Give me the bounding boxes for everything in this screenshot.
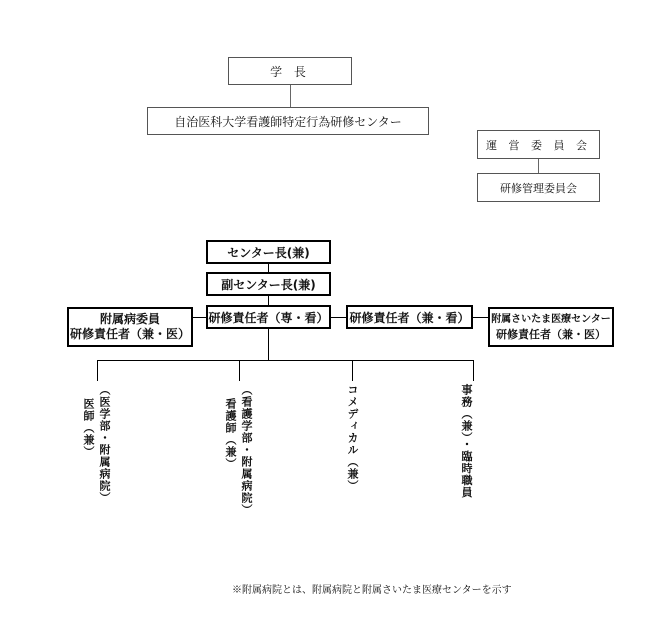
saitama-center-line2: 研修責任者（兼・医） xyxy=(495,328,606,341)
deputy-director-label: 副センター長(兼) xyxy=(221,277,316,292)
center-director-label: センター長(兼) xyxy=(227,245,310,260)
drop-comedical xyxy=(352,360,353,381)
footnote: ※附属病院とは、附属病院と附属さいたま医療センターを示す xyxy=(232,585,512,596)
drop-doctors xyxy=(97,360,98,381)
connector-chief-chief xyxy=(331,317,346,318)
connector-chief-staff xyxy=(268,329,269,360)
connector-president-center xyxy=(290,85,291,107)
training-management-committee-box xyxy=(477,173,600,202)
affiliated-hospital-committee-line1: 附属病委員 xyxy=(99,312,160,326)
training-chief-main-label: 研修責任者（専・看） xyxy=(208,310,329,325)
office-label: 事務（兼）・臨時職員 xyxy=(460,384,473,499)
president-box xyxy=(228,57,352,85)
drop-office xyxy=(473,360,474,381)
center-name-box xyxy=(147,107,429,135)
training-management-committee-label: 研修管理委員会 xyxy=(500,181,577,195)
nurses-label: 看護師（兼） xyxy=(224,398,237,470)
doctors-label: 医師（兼） xyxy=(82,398,95,458)
comedical-label: コメディカル（兼） xyxy=(346,384,359,492)
connector-chief-saitama xyxy=(473,317,488,318)
center-director-box xyxy=(206,240,331,264)
connector-director-deputy xyxy=(268,264,269,272)
connector-committee-chief xyxy=(193,317,206,318)
training-chief-nursing-label: 研修責任者（兼・看） xyxy=(349,310,470,325)
saitama-center-line1: 附属さいたま医療センター xyxy=(491,314,611,325)
steering-committee-label: 運 営 委 員 会 xyxy=(486,138,591,152)
training-chief-main-box xyxy=(206,305,331,329)
staff-distribution-line xyxy=(97,360,473,361)
steering-committee-box xyxy=(477,130,600,159)
training-chief-nursing-box xyxy=(346,305,473,329)
affiliated-hospital-committee-line2: 研修責任者（兼・医） xyxy=(69,327,190,341)
drop-nurses xyxy=(239,360,240,381)
connector-committees xyxy=(538,159,539,173)
deputy-director-box xyxy=(206,272,331,296)
nurses-affiliation: （看護学部・附属病院） xyxy=(240,384,253,516)
connector-deputy-chief xyxy=(268,296,269,305)
affiliated-hospital-committee-box xyxy=(67,307,193,347)
saitama-center-box xyxy=(488,307,614,347)
doctors-affiliation: （医学部・附属病院） xyxy=(98,384,111,504)
president-label: 学 長 xyxy=(270,64,310,79)
center-name-label: 自治医科大学看護師特定行為研修センター xyxy=(174,114,402,129)
